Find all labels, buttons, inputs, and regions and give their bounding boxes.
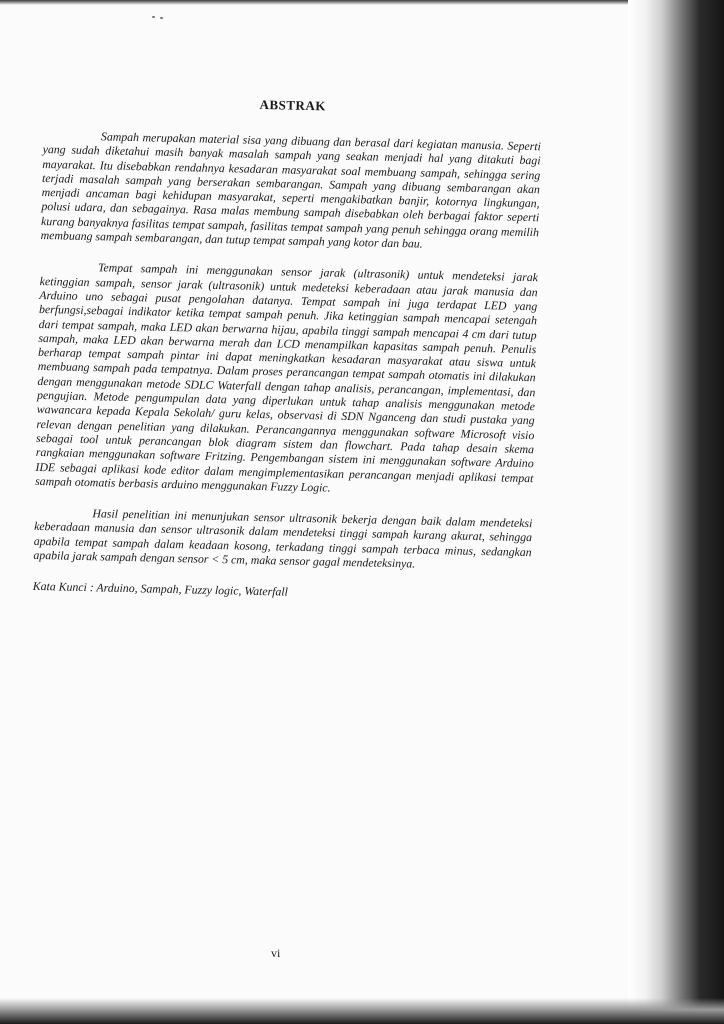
scan-top-edge [0,0,724,5]
scan-bottom-edge [0,998,724,1024]
abstract-body [33,92,542,604]
scan-speck [152,16,155,18]
keywords-line: Kata Kunci : Arduino, Sampah, Fuzzy logic, Waterfall [32,579,289,599]
scan-right-shadow [628,0,724,1024]
paragraph-method: Tempat sampah ini menggunakan sensor jarak (ultrasonik) untuk mendeteksi jarak ketinggian sampah, sensor jarak (ultrasonik) untuk medeteksi keberadaan atau jarak manusia dan Arduino uno sebagai pusat pengolahan datanya. Tempat sampah ini juga terdapat LED yang berfungsi,sebagai indikator ketika tempat sampah penuh. Jika ketinggian sampah mencapai setengah dari tempat sampah, maka LED akan berwarna hijau, apabila tinggi sampah mencapai 4 cm dari tutup sampah, maka LED akan berwarna merah dan LCD menampilkan kapasitas sampah penuh. Penulis berharap tempat sampah pintar ini dapat meningkatkan kesadaran masyarakat atau siswa untuk membuang sampah pada tempatnya. Dalam proses perancangan tempat sampah otomatis ini dilakukan dengan menggunakan metode SDLC Waterfall dengan tahap analisis, perancangan, implementasi, dan pengujian. Metode pengumpulan data yang diperlukan untuk tahap analisis menggunakan metode wawancara kepada Kepala Sekolah/ guru kelas, observasi di SDN Nganceng dan studi pustaka yang relevan dengan penelitian yang dilakukan. Perancangannya menggunakan software Microsoft visio sebagai tool untuk perancangan blok diagram sistem dan flowchart. Pada tahap desain skema rangkaian menggunakan software Fritzing. Pengembangan sistem ini menggunakan software Arduino IDE sebagai aplikasi kode editor dalam mengimplementasikan perancangan menjadi aplikasi tempat sampah otomatis berbasis arduino menggunakan Fuzzy Logic. [35,260,539,495]
page-number: vi [271,946,281,960]
page-title: ABSTRAK [259,96,327,114]
scan-speck [160,17,163,19]
paragraph-results: Hasil penelitian ini menunjukan sensor ultrasonik bekerja dengan baik dalam mendeteksi keberadaan manusia dan sensor ultrasonik dalam mendeteksi tinggi sampah kurang akurat, sehingga apabila tempat sampah dalam keadaan kosong, terkadang tinggi sampah terbaca minus, sedangkan apabila jarak sampah dengan sensor < 5 cm, maka sensor gagal mendeteksinya. [33,506,533,571]
paragraph-background: Sampah merupakan material sisa yang dibuang dan berasal dari kegiatan manusia. Seperti yang sudah diketahui masih banyak masalah sampah yang seakan menjadi hal yang ditakuti bagi mayarakat. Itu disebabkan rendahnya kesadaran masyarakat soal membuang sampah, sehingga sering terjadi masalah sampah yang berserakan sembarangan. Sampah yang dibuang sembarangan akan menjadi ancaman bagi kehidupan masyarakat, seperti mengakibatkan banjir, kotornya lingkungan, polusi udara, dan sebagainya. Rasa malas membung sampah disebabkan oleh berbagai faktor seperti kurang banyaknya fasilitas tempat sampah, fasilitas tempat sampah yang penuh sehingga orang memilih membuang sampah sembarangan, dan tutup tempat sampah yang kotor dan bau. [40,129,542,251]
